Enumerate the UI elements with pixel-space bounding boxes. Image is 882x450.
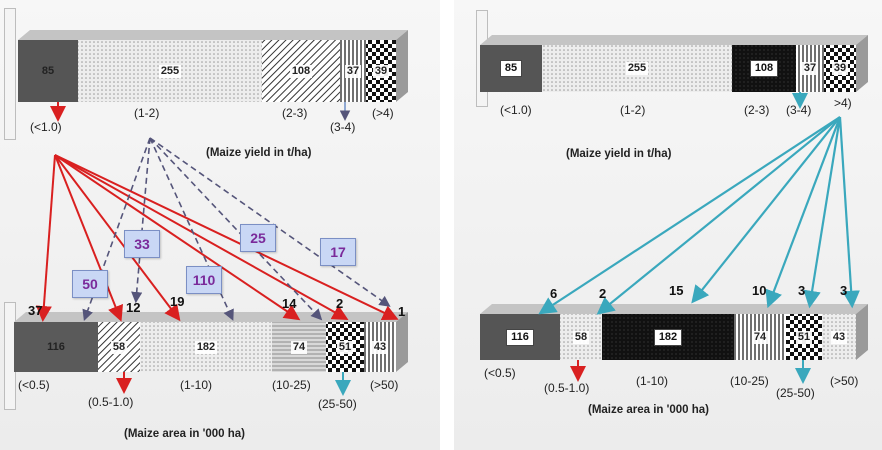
blue-flow-arrow <box>694 117 840 300</box>
area-value-1: 116 <box>480 314 560 360</box>
yield-value-2: 255 <box>627 62 647 74</box>
blue-count: 3 <box>840 283 848 298</box>
area-label-2: (0.5-1.0) <box>544 381 590 395</box>
yield-label-3: (2-3) <box>744 103 770 117</box>
area-value-2: 58 <box>574 330 588 343</box>
yield-value-5: 39 <box>374 64 388 77</box>
red-count: 12 <box>126 300 141 315</box>
area-value-4: 74 <box>292 340 306 353</box>
yield-value-3: 108 <box>291 64 311 77</box>
area-value-3: 182 <box>602 314 734 360</box>
yield-value-1: 85 <box>480 45 542 92</box>
blue-count: 15 <box>669 283 684 298</box>
yield-value-5: 39 <box>833 62 847 74</box>
dashed-flow-arrow <box>150 138 320 318</box>
area-value-4: 74 <box>753 330 767 343</box>
yield-value-1: 85 <box>41 64 55 77</box>
yield-label-4: (3-4) <box>786 103 812 117</box>
blue-count: 3 <box>798 283 806 298</box>
yield-value-2: 255 <box>160 64 180 77</box>
area-caption: (Maize area in '000 ha) <box>588 404 709 416</box>
flow-box: 33 <box>124 230 160 258</box>
yield-caption: (Maize yield in t/ha) <box>206 147 312 159</box>
yield-label-3: (2-3) <box>282 106 308 120</box>
red-flow-arrow <box>43 155 55 318</box>
yield-label-1: (<1.0) <box>500 103 532 117</box>
area-label-3: (1-10) <box>636 374 669 388</box>
area-label-5: (25-50) <box>776 386 815 400</box>
blue-count: 2 <box>599 286 607 301</box>
yield-bar-top-face <box>18 30 408 40</box>
left-panel <box>0 0 440 450</box>
area-label-2: (0.5-1.0) <box>88 395 134 409</box>
blue-flow-arrow <box>542 117 840 312</box>
area-value-3: 182 <box>196 340 216 353</box>
blue-flow-arrow <box>840 117 852 304</box>
area-label-1: (<0.5) <box>484 366 516 380</box>
area-label-3: (1-10) <box>180 378 213 392</box>
yield-label-2: (1-2) <box>620 103 646 117</box>
red-count: 37 <box>28 303 43 318</box>
yield-label-5: >4) <box>834 96 852 110</box>
blue-flow-arrow <box>810 117 840 304</box>
area-label-1: (<0.5) <box>18 378 50 392</box>
red-count: 19 <box>170 294 185 309</box>
area-label-6: (>50) <box>370 378 399 392</box>
flow-box: 17 <box>320 238 356 266</box>
yield-bar-side-face <box>396 30 408 102</box>
red-count: 2 <box>336 296 344 311</box>
blue-count: 6 <box>550 286 558 301</box>
right-panel <box>454 0 882 450</box>
area-value-6: 43 <box>373 340 387 353</box>
area-label-4: (10-25) <box>272 378 311 392</box>
area-caption: (Maize area in '000 ha) <box>124 428 245 440</box>
area-label-6: (>50) <box>830 374 859 388</box>
yield-value-4: 37 <box>803 62 817 74</box>
yield-bar-top-face <box>480 35 868 45</box>
area-bar-top-face <box>480 304 868 314</box>
dashed-flow-arrow <box>136 138 150 300</box>
yield-label-2: (1-2) <box>134 106 160 120</box>
flow-box: 110 <box>186 266 222 294</box>
area-value-5: 51 <box>338 340 352 353</box>
blue-count: 10 <box>752 283 767 298</box>
yield-value-4: 37 <box>346 64 360 77</box>
yield-label-1: (<1.0) <box>30 120 62 134</box>
flow-box: 25 <box>240 224 276 252</box>
yield-label-4: (3-4) <box>330 120 356 134</box>
area-value-6: 43 <box>832 330 846 343</box>
area-label-5: (25-50) <box>318 397 357 411</box>
area-bar-side-face <box>396 312 408 372</box>
area-value-5: 51 <box>797 330 811 343</box>
area-value-2: 58 <box>112 340 126 353</box>
flow-box: 50 <box>72 270 108 298</box>
area-bar-top-face <box>14 312 408 322</box>
area-label-4: (10-25) <box>730 374 769 388</box>
yield-bar-side-face <box>856 35 868 92</box>
red-count: 1 <box>398 304 406 319</box>
yield-caption: (Maize yield in t/ha) <box>566 148 672 160</box>
yield-label-5: (>4) <box>372 106 394 120</box>
yield-value-3: 108 <box>732 45 796 92</box>
red-count: 14 <box>282 296 297 311</box>
area-value-1: 116 <box>47 340 65 353</box>
